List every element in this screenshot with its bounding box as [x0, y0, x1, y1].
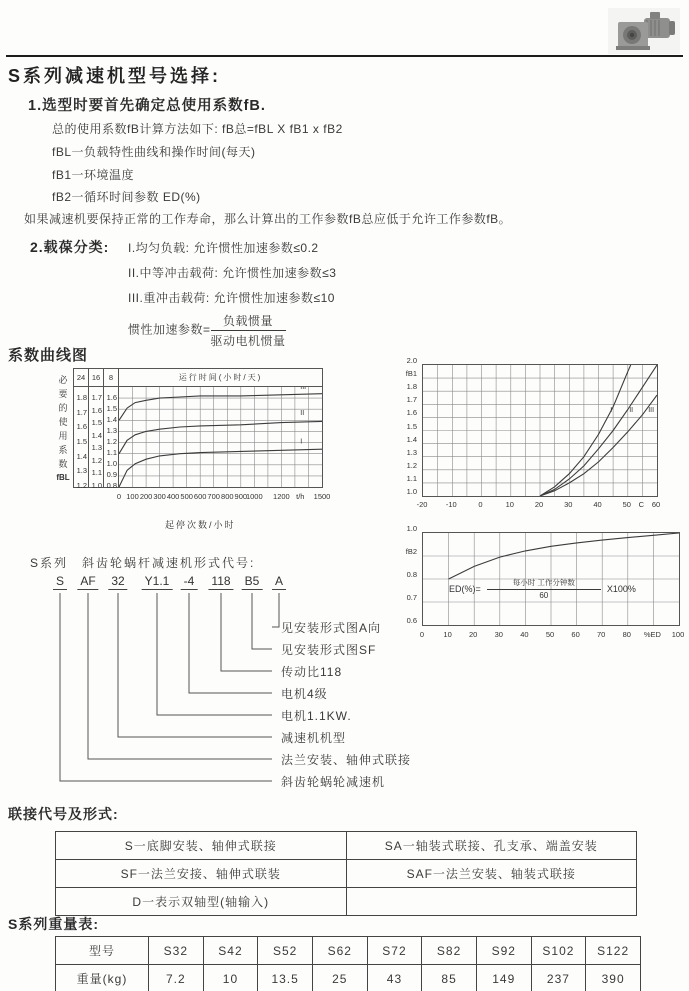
svg-text:II: II — [629, 407, 634, 415]
x-tick-label: 0 — [116, 492, 122, 501]
table-cell: 237 — [531, 965, 586, 991]
y-tick-label: 1.0 — [406, 524, 417, 533]
section1-fb2-line: fB2一循环时间参数 ED(%) — [52, 190, 201, 204]
y-tick-label: 1.3 — [91, 443, 102, 453]
y-tick-label: 1.4 — [76, 451, 87, 461]
chart-fbl-ylabel — [55, 376, 71, 487]
y-tick-label: 0.8 — [106, 481, 117, 490]
y-tick-label: 1.5 — [106, 404, 117, 413]
x-tick-label: 20 — [534, 500, 544, 509]
x-tick-label: 80 — [622, 630, 631, 639]
y-tick-label: fB1 — [405, 369, 417, 379]
code-token: -4 — [181, 574, 198, 590]
chart-fbl-header — [74, 369, 322, 387]
y-tick-label: 1.1 — [91, 468, 102, 478]
table-header-cell: S92 — [476, 937, 531, 965]
y-tick-label: 1.6 — [406, 408, 417, 418]
table-cell: 重量(kg) — [56, 965, 149, 991]
ylabel-char: 必 — [58, 375, 68, 385]
code-label: 见安装形式图SF — [281, 643, 377, 657]
table-cell: SAF一法兰安装、轴装式联接 — [346, 860, 637, 888]
chart-fbl-frame — [73, 368, 323, 488]
y-tick-label: 1.7 — [406, 395, 417, 405]
model-code-heading: 斜齿轮蜗杆减速机形式代号: — [82, 556, 256, 570]
model-code-series: S系列 — [30, 556, 69, 570]
x-tick-label: 700 — [207, 492, 220, 501]
x-tick-label: 60 — [571, 630, 580, 639]
inertia-formula-numerator: 负载惯量 — [211, 312, 286, 331]
x-tick-label: 20 — [469, 630, 478, 639]
table-header-cell: S82 — [422, 937, 477, 965]
table-row — [56, 888, 637, 916]
connection-table-heading: 联接代号及形式: — [8, 806, 119, 822]
x-tick-label: 60 — [651, 500, 661, 509]
section1-calc-line: 总的使用系数fB计算方法如下: fB总=fBL X fB1 x fB2 — [52, 122, 343, 136]
x-tick-label: 1000 — [245, 492, 263, 501]
x-tick-label: C — [638, 500, 645, 509]
x-tick-label: 300 — [153, 492, 166, 501]
x-tick-label: 1200 — [273, 492, 290, 501]
charts-heading: 系数曲线图 — [8, 347, 89, 364]
table-header-cell: S52 — [258, 937, 313, 965]
inertia-formula-denominator: 驱动电机惯量 — [210, 334, 286, 348]
y-tick-label: 1.4 — [106, 415, 117, 424]
svg-text:II: II — [300, 409, 305, 417]
ylabel-char: 的 — [58, 403, 68, 413]
ed-formula-rhs: X100% — [606, 583, 636, 594]
hours-column-header: 24 — [74, 369, 89, 386]
y-tick-label: 1.1 — [406, 473, 417, 483]
y-tick-label: 1.4 — [91, 430, 102, 440]
x-tick-label: 100 — [671, 630, 685, 639]
x-tick-label: -10 — [445, 500, 457, 509]
page-title: S系列减速机型号选择: — [8, 66, 221, 86]
chart-fb1-plot — [422, 364, 658, 497]
section1-fb1-line: fB1一环境温度 — [52, 168, 135, 182]
y-tick-label: 1.6 — [91, 405, 102, 415]
chart-fb1 — [392, 356, 689, 521]
hours-column-header: 16 — [89, 369, 104, 386]
x-tick-label: 1500 — [313, 492, 331, 501]
chart-fbl-title: 运行时间(小时/天) — [178, 373, 263, 382]
y-tick-label: 0.7 — [406, 593, 417, 602]
x-tick-label: 500 — [180, 492, 193, 501]
code-token: 118 — [208, 574, 233, 590]
x-tick-label: -20 — [416, 500, 428, 509]
x-tick-label: 900 — [234, 492, 248, 501]
table-cell: 43 — [367, 965, 422, 991]
y-tick-label: 1.7 — [91, 393, 102, 402]
table-header-cell: S72 — [367, 937, 422, 965]
svg-text:I: I — [610, 407, 613, 415]
y-tick-label: 1.8 — [76, 393, 87, 402]
table-row — [56, 965, 641, 991]
y-tick-label: 1.5 — [76, 437, 87, 446]
x-tick-label: 100 — [126, 492, 139, 501]
y-tick-label: 0.8 — [406, 570, 417, 579]
table-row — [56, 832, 637, 860]
y-tick-label: 1.4 — [406, 434, 417, 444]
table-cell: S一底脚安装、轴伸式联接 — [56, 832, 347, 860]
y-tick-label: 1.0 — [406, 487, 417, 496]
chart-fb1-yaxis — [392, 356, 419, 500]
gearmotor-photo — [606, 6, 682, 56]
load-class-1: I.均匀负载: 允许惯性加速参数≤0.2 — [128, 241, 319, 255]
svg-text:III: III — [300, 387, 307, 392]
table-cell: SF一法兰安接、轴伸式联装 — [56, 860, 347, 888]
chart-fbl-curves — [119, 387, 322, 487]
table-cell: 10 — [203, 965, 258, 991]
chart-fbl-xaxis — [116, 492, 331, 504]
ylabel-char: 使 — [58, 417, 68, 427]
x-tick-label: 10 — [443, 630, 452, 639]
inertia-formula-fraction — [211, 312, 286, 349]
x-tick-label: %ED — [643, 630, 661, 639]
y-tick-label: 1.2 — [76, 481, 87, 490]
table-cell — [346, 888, 637, 916]
x-tick-label: 40 — [520, 630, 529, 639]
chart-fbl-axis-16h — [89, 387, 104, 490]
x-tick-label: 600 — [193, 492, 207, 501]
y-tick-label: 1.5 — [406, 421, 417, 431]
code-token: 32 — [108, 574, 127, 590]
svg-text:I: I — [300, 438, 303, 446]
code-label: 见安装形式图A向 — [281, 621, 382, 635]
y-tick-label: fB2 — [405, 547, 417, 556]
section1-title: 1.选型时要首先确定总使用系数fB. — [28, 98, 266, 114]
y-tick-label: 0.9 — [106, 470, 117, 479]
table-cell: SA一轴装式联接、孔支承、端盖安装 — [346, 832, 637, 860]
svg-text:III: III — [648, 407, 655, 415]
x-tick-label: 200 — [139, 492, 153, 501]
y-tick-label: 1.7 — [76, 407, 87, 417]
code-label: 传动比118 — [281, 665, 343, 679]
model-code-diagram — [0, 548, 689, 793]
x-tick-label: 50 — [545, 630, 555, 639]
code-label: 电机1.1KW. — [281, 709, 352, 723]
x-tick-label: 40 — [593, 500, 602, 509]
y-tick-label: 1.2 — [406, 460, 417, 470]
table-header-cell: 型号 — [56, 937, 149, 965]
load-class-3: III.重冲击载荷: 允许惯性加速参数≤10 — [128, 291, 335, 305]
top-divider — [6, 55, 683, 57]
code-token: A — [272, 574, 286, 590]
chart-fb1-curves — [423, 365, 657, 496]
table-header-cell: S32 — [149, 937, 204, 965]
y-tick-label: 1.0 — [106, 459, 117, 468]
weight-table — [55, 936, 641, 991]
x-tick-label: 30 — [494, 630, 503, 639]
y-tick-label: 2.0 — [406, 356, 417, 365]
ylabel-char: 系 — [58, 445, 68, 455]
ylabel-char: 用 — [58, 431, 68, 441]
table-cell: 85 — [422, 965, 477, 991]
table-header-cell: S102 — [531, 937, 586, 965]
x-tick-label: 800 — [221, 492, 234, 501]
y-tick-label: 1.3 — [406, 447, 417, 457]
ed-formula-lhs: ED(%)= — [449, 583, 481, 594]
ylabel-char: 数 — [58, 459, 68, 469]
chart-fbl-axis-24h — [74, 387, 89, 490]
y-tick-label: 1.6 — [106, 393, 117, 402]
y-tick-label: 1.3 — [106, 426, 117, 435]
ed-formula-denominator: 60 — [539, 591, 549, 600]
hours-column-header: 8 — [104, 369, 119, 386]
weight-table-heading: S系列重量表: — [8, 916, 99, 932]
y-tick-label: 1.1 — [106, 448, 117, 457]
table-cell: 7.2 — [149, 965, 204, 991]
table-cell: 149 — [476, 965, 531, 991]
y-tick-label: 0.6 — [406, 616, 417, 625]
section1-note: 如果减速机要保持正常的工作寿命，那么计算出的工作参数fB总应低于允许工作参数fB。 — [24, 212, 512, 226]
chart-fbl-xcaption: 起停次数/小时 — [165, 520, 236, 530]
x-tick-label: 50 — [622, 500, 631, 509]
code-token: B5 — [242, 574, 263, 590]
code-label: 法兰安装、轴伸式联接 — [281, 753, 412, 767]
code-label: 斜齿轮蜗轮减速机 — [281, 775, 386, 789]
x-tick-label: 10 — [505, 500, 514, 509]
code-token: AF — [77, 574, 98, 590]
section2-title: 2.载葆分类: — [30, 239, 110, 255]
inertia-formula — [128, 312, 286, 349]
y-tick-label: 1.3 — [76, 466, 87, 476]
y-tick-label: 1.5 — [91, 418, 102, 428]
x-tick-label: 70 — [597, 630, 606, 639]
code-label: 电机4级 — [281, 687, 328, 701]
table-header-cell: S122 — [586, 937, 641, 965]
chart-fbl-body — [74, 387, 322, 490]
table-cell: 13.5 — [258, 965, 313, 991]
ed-formula-numerator: 每小时 工作分钟数 — [487, 577, 601, 590]
chart-fbl-axis-8h — [104, 387, 119, 490]
code-token: S — [53, 574, 67, 590]
table-header-cell: S42 — [203, 937, 258, 965]
x-tick-label: 400 — [166, 492, 180, 501]
y-tick-label: 1.2 — [91, 455, 102, 465]
table-row — [56, 860, 637, 888]
x-tick-label: t/h — [296, 492, 305, 501]
y-tick-label: 1.2 — [106, 437, 117, 446]
code-token: Y1.1 — [142, 574, 173, 590]
code-label: 减速机机型 — [281, 731, 347, 745]
chart-fbl-plot — [119, 387, 322, 487]
x-tick-label: 0 — [419, 630, 425, 639]
inertia-formula-lhs: 惯性加速参数= — [128, 322, 211, 337]
x-tick-label: 30 — [564, 500, 573, 509]
table-cell: D一表示双轴型(轴输入) — [56, 888, 347, 916]
x-tick-label: 0 — [478, 500, 483, 509]
table-row — [56, 937, 641, 965]
connection-table — [55, 831, 637, 916]
y-tick-label: 1.8 — [406, 382, 417, 392]
ylabel-char: 要 — [58, 389, 68, 399]
table-header-cell: S62 — [312, 937, 367, 965]
ylabel-unit: fBL — [56, 473, 70, 482]
table-cell: 25 — [312, 965, 367, 991]
chart-fbl — [55, 368, 345, 538]
section1-fbl-line: fBL一负载特性曲线和操作时间(每天) — [52, 145, 256, 159]
load-class-2: II.中等冲击载荷: 允许惯性加速参数≤3 — [128, 266, 337, 280]
table-cell: 390 — [586, 965, 641, 991]
chart-fb1-xaxis — [416, 500, 661, 512]
y-tick-label: 1.0 — [91, 481, 102, 490]
y-tick-label: 1.6 — [76, 422, 87, 432]
